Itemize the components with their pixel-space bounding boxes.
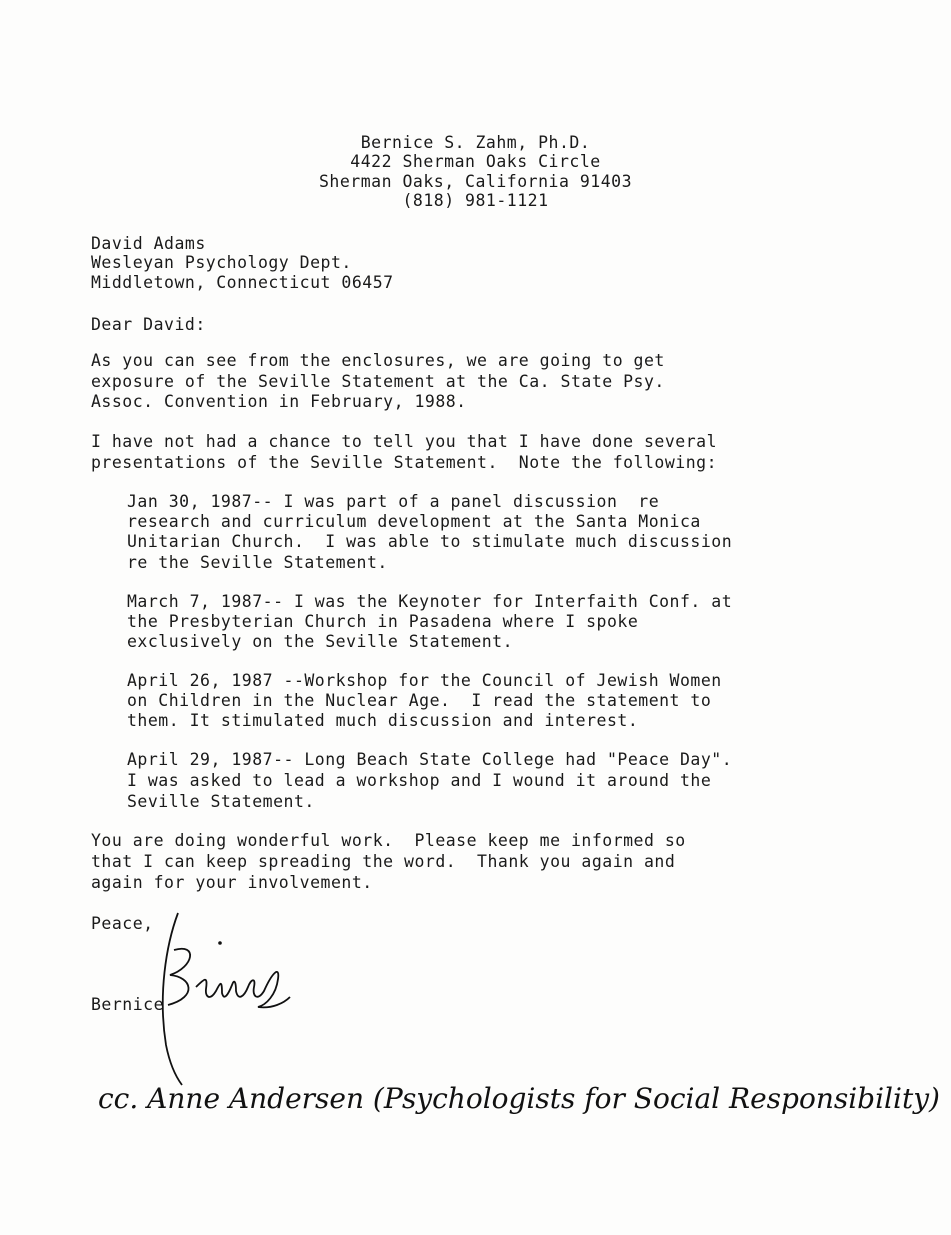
item-line: Unitarian Church. I was able to stimulate much discussion (127, 532, 733, 551)
cc-note: cc. Anne Andersen (Psychologists for Social Responsibility) (98, 1082, 940, 1115)
item-line: April 29, 1987-- Long Beach State College had "Peace Day". (127, 750, 733, 769)
typed-signature: Bernice (91, 995, 165, 1014)
para1-line: As you can see from the enclosures, we are going to get (91, 351, 665, 370)
item-line: April 26, 1987 --Workshop for the Council of Jewish Women (127, 671, 722, 690)
letterhead-name: Bernice S. Zahm, Ph.D. (360, 133, 591, 152)
para2-line: I have not had a chance to tell you that I have done several (91, 432, 718, 451)
salutation: Dear David: (91, 315, 206, 334)
closing-line: You are doing wonderful work. Please keep me informed so (91, 831, 686, 850)
para2-line: presentations of the Seville Statement. Note the following: (91, 453, 718, 472)
para1-line: Assoc. Convention in February, 1988. (91, 392, 467, 411)
item-line: on Children in the Nuclear Age. I read the statement to (127, 691, 712, 710)
closing-line: again for your involvement. (91, 873, 373, 892)
handwritten-signature (148, 905, 308, 1090)
item-line: re the Seville Statement. (127, 553, 388, 572)
letterhead-street: 4422 Sherman Oaks Circle (350, 152, 601, 171)
para1-line: exposure of the Seville Statement at the Ca. State Psy. (91, 372, 665, 391)
item-line: research and curriculum development at the Santa Monica (127, 512, 701, 531)
item-line: them. It stimulated much discussion and interest. (127, 711, 639, 730)
item-line: I was asked to lead a workshop and I wound it around the (127, 771, 712, 790)
letterhead-city: Sherman Oaks, California 91403 (318, 172, 632, 191)
recipient-name: David Adams (91, 234, 206, 253)
item-line: Jan 30, 1987-- I was part of a panel discussion re (127, 492, 660, 511)
item-line: exclusively on the Seville Statement. (127, 632, 514, 651)
item-line: the Presbyterian Church in Pasadena where I spoke (127, 612, 639, 631)
closing-line: that I can keep spreading the word. Thank you again and (91, 852, 676, 871)
valediction: Peace, (91, 914, 154, 933)
item-line: March 7, 1987-- I was the Keynoter for Interfaith Conf. at (127, 592, 733, 611)
item-line: Seville Statement. (127, 792, 315, 811)
letterhead-phone: (818) 981-1121 (402, 191, 549, 210)
recipient-dept: Wesleyan Psychology Dept. (91, 253, 352, 272)
recipient-city: Middletown, Connecticut 06457 (91, 273, 394, 292)
